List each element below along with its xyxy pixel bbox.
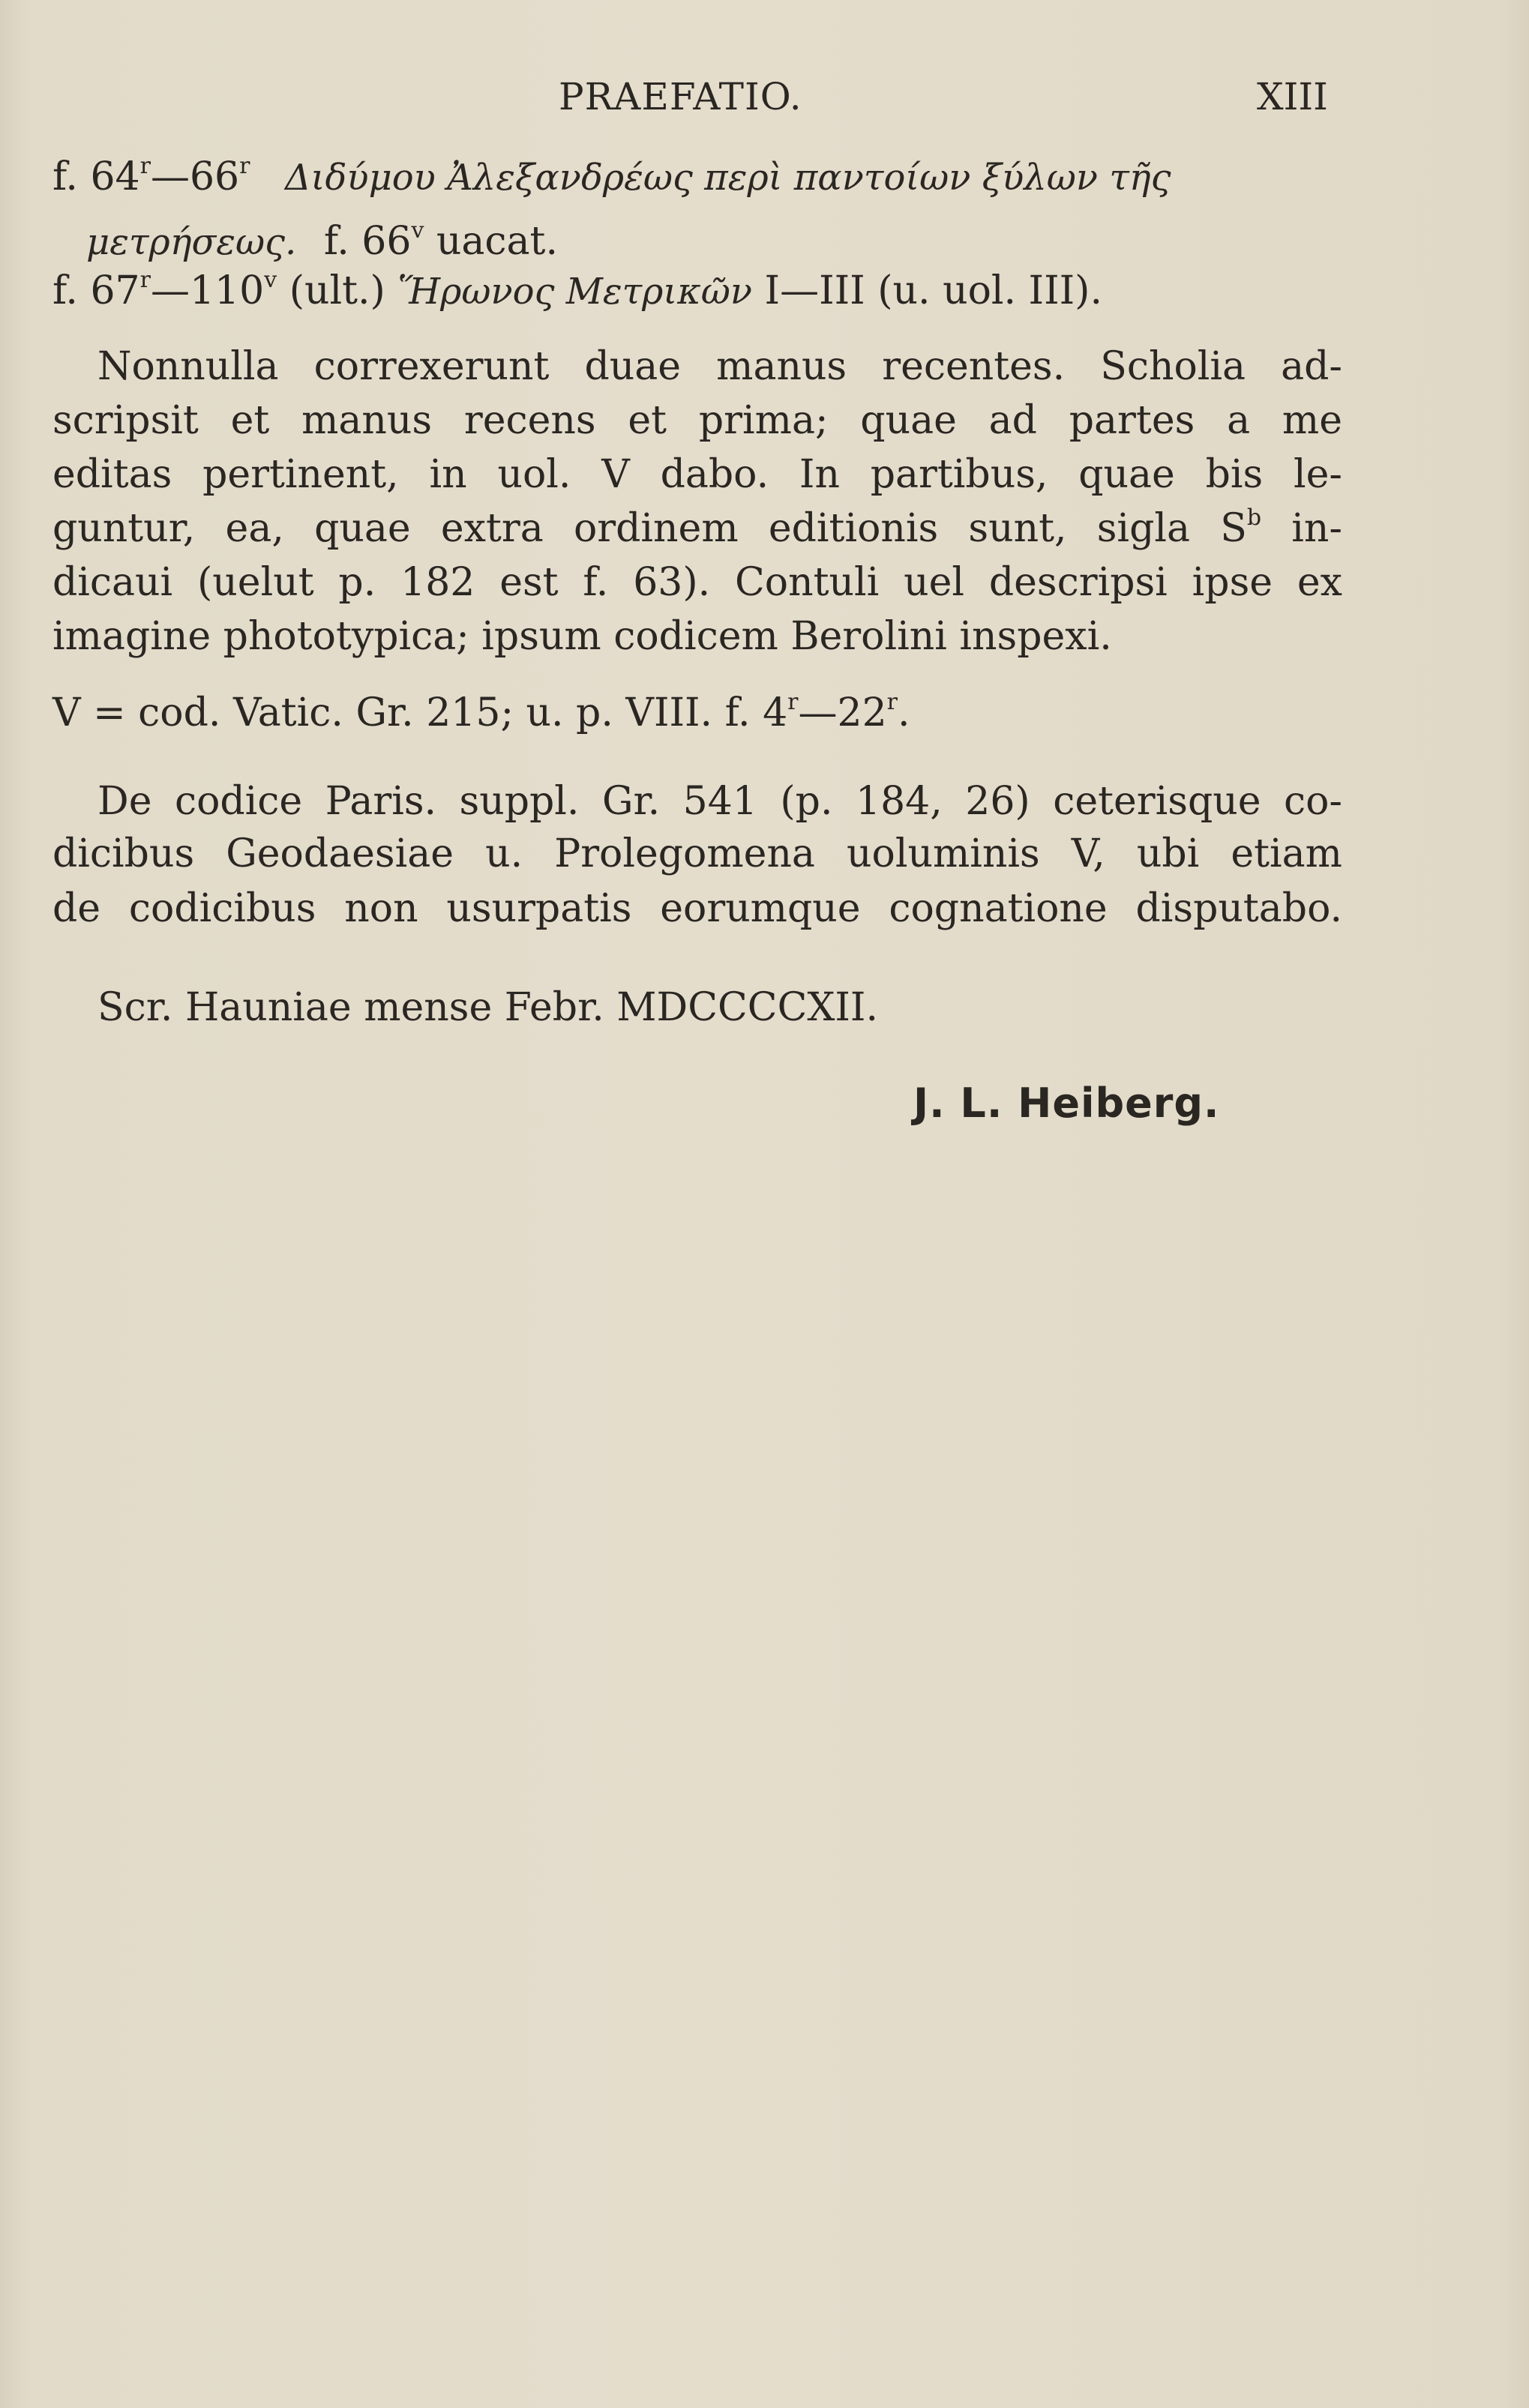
manuscript-entry-1 [52, 154, 1342, 200]
place-date-line: Scr. Hauniae mense Febr. MDCCCCXII. [97, 985, 878, 1030]
folio-note: (ult.) [277, 268, 398, 313]
folio-superscript: r [139, 267, 151, 293]
folio-note: uacat. [424, 219, 558, 264]
punctuation: . [898, 690, 910, 735]
folio-range: —22 [798, 690, 887, 735]
paragraph-1-line: scripsit et manus recens et prima; quae ad partes a me [52, 398, 1342, 443]
paragraph-1-line: editas pertinent, in uol. V dabo. In partibus, quae bis le- [52, 452, 1342, 497]
page-number: XIII [1257, 75, 1328, 118]
folio-ref: f. 66 [323, 219, 412, 264]
running-title: PRAEFATIO. [559, 75, 802, 118]
greek-title: Διδύμου Ἀλεξανδρέως περὶ παντοίων ξύλων τῆς [285, 157, 1171, 199]
vatican-codex-entry [52, 690, 1342, 735]
vatican-codex-text: V = cod. Vatic. Gr. 215; u. p. VIII. f. 4 [52, 690, 788, 735]
folio-ref: f. 67 [52, 268, 140, 313]
folio-superscript: r [787, 689, 799, 715]
paragraph-1-line [52, 506, 1342, 551]
greek-title: μετρήσεως. [86, 221, 297, 263]
paragraph-2-line: de codicibus non usurpatis eorumque cognatione disputabo. [52, 886, 1342, 931]
paragraph-2-line: De codice Paris. suppl. Gr. 541 (p. 184, 26) ceterisque co- [97, 779, 1342, 824]
manuscript-entry-2 [52, 268, 1342, 314]
folio-superscript: r [886, 689, 898, 715]
sigla-superscript: b [1246, 505, 1262, 531]
folio-superscript: r [139, 153, 151, 179]
folio-superscript: v [411, 217, 424, 244]
running-head [0, 75, 1529, 120]
paragraph-1-line: imagine phototypica; ipsum codicem Berolini inspexi. [52, 614, 1112, 659]
greek-title: Ἥρωνος Μετρικῶν [397, 271, 753, 313]
manuscript-entry-1-cont [86, 219, 1331, 265]
folio-range: —66 [150, 154, 240, 199]
paragraph-2-line: dicibus Geodaesiae u. Prolegomena uoluminis V, ubi etiam [52, 831, 1342, 876]
folio-superscript: r [239, 153, 250, 179]
author-signature: J. L. Heiberg. [913, 1080, 1220, 1127]
volume-ref: I—III (u. uol. III). [752, 268, 1102, 313]
folio-ref: f. 64 [52, 154, 140, 199]
folio-range: —110 [150, 268, 265, 313]
folio-superscript: v [264, 267, 277, 293]
paragraph-1-line: Nonnulla correxerunt duae manus recentes. Scholia ad- [97, 344, 1342, 389]
paragraph-1-text: guntur, ea, quae extra ordinem editionis sunt, sigla S [52, 506, 1247, 551]
paragraph-1-text: in- [1261, 506, 1342, 551]
paragraph-1-line: dicaui (uelut p. 182 est f. 63). Contuli uel descripsi ipse ex [52, 560, 1342, 605]
